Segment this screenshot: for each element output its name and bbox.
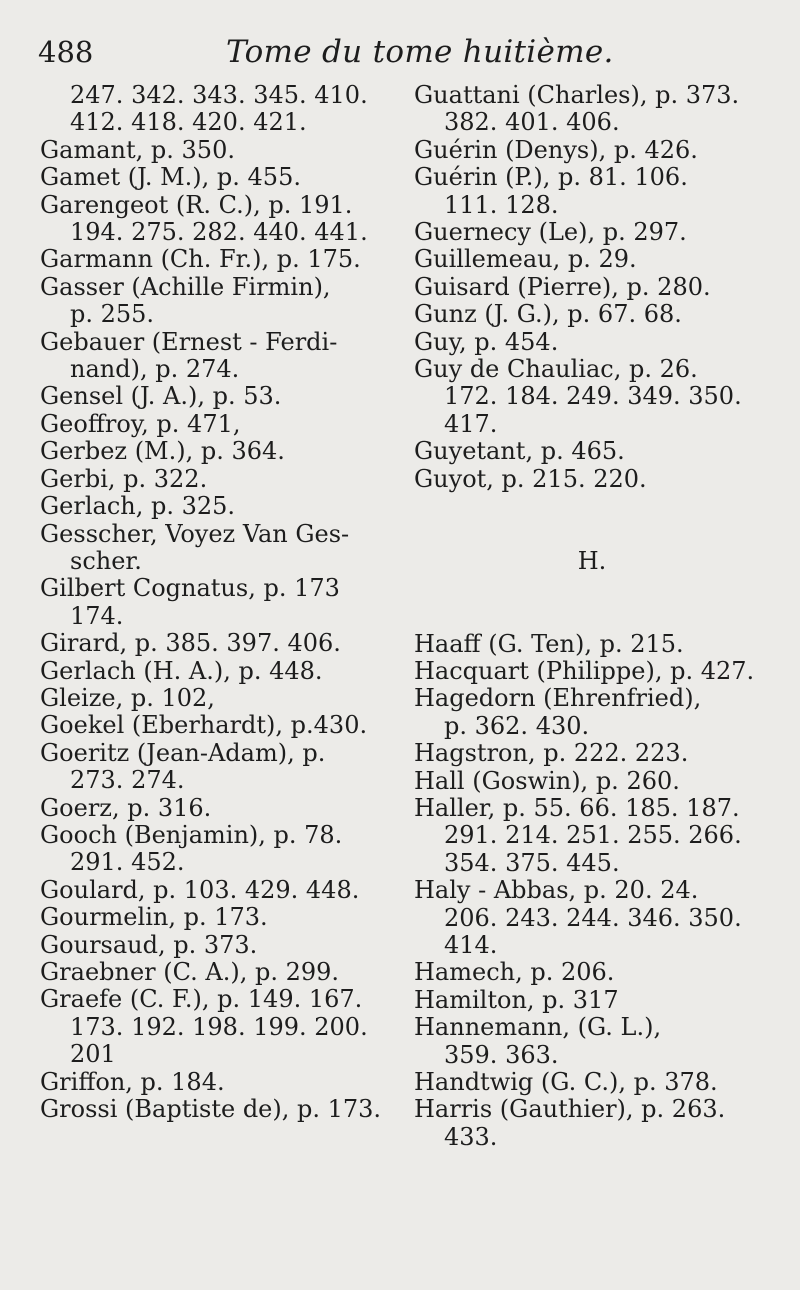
index-entry bbox=[414, 658, 770, 685]
index-entry bbox=[414, 438, 770, 465]
section-heading-h: H. bbox=[577, 547, 607, 576]
entry-line: Guisard (Pierre), p. 280. bbox=[414, 272, 711, 301]
index-entry bbox=[40, 164, 392, 191]
index-entry bbox=[414, 877, 770, 959]
entry-continuation-line: 201 bbox=[70, 1040, 116, 1069]
entry-line: Goekel (Eberhardt), p.430. bbox=[40, 711, 368, 740]
entry-line: Grossi (Baptiste de), p. 173. bbox=[40, 1095, 382, 1124]
index-entry bbox=[40, 383, 392, 410]
entry-line: Hagstron, p. 222. 223. bbox=[414, 739, 689, 768]
entry-line: 247. 342. 343. 345. 410. bbox=[70, 81, 368, 109]
entry-line: Gamet (J. M.), p. 455. bbox=[40, 163, 301, 192]
entry-line: Guattani (Charles), p. 373. bbox=[414, 81, 740, 109]
entry-continuation-line: 206. 243. 244. 346. 350. bbox=[444, 903, 742, 932]
entry-line: Girard, p. 385. 397. 406. bbox=[40, 629, 341, 658]
left-column bbox=[40, 82, 392, 1123]
entry-line: Guyetant, p. 465. bbox=[414, 437, 625, 466]
entry-continuation-line: scher. bbox=[70, 546, 142, 575]
entry-continuation-line: 414. bbox=[444, 930, 498, 959]
index-entry bbox=[40, 82, 392, 137]
index-entry bbox=[40, 246, 392, 273]
right-column-g-entries bbox=[414, 82, 770, 493]
entry-continuation-line: 382. 401. 406. bbox=[444, 108, 620, 137]
entry-continuation-line: 174. bbox=[70, 601, 124, 630]
entry-continuation-line: 273. 274. bbox=[70, 766, 185, 795]
page-header bbox=[38, 32, 770, 76]
entry-line: Goursaud, p. 373. bbox=[40, 930, 258, 959]
entry-continuation-line: 111. 128. bbox=[444, 190, 559, 219]
running-title: Tome du tome huitième. bbox=[226, 34, 614, 70]
right-column bbox=[414, 82, 770, 1151]
index-entry bbox=[40, 959, 392, 986]
index-entry bbox=[40, 740, 392, 795]
index-entry bbox=[414, 685, 770, 740]
entry-line: Gamant, p. 350. bbox=[40, 135, 235, 164]
entry-continuation-line: 173. 192. 198. 199. 200. bbox=[70, 1012, 368, 1041]
entry-line: Griffon, p. 184. bbox=[40, 1067, 225, 1096]
entry-continuation-line: 291. 214. 251. 255. 266. bbox=[444, 821, 742, 850]
entry-line: Hamech, p. 206. bbox=[414, 958, 615, 987]
index-entry bbox=[414, 768, 770, 795]
entry-line: Geoffroy, p. 471, bbox=[40, 409, 241, 438]
entry-line: Graefe (C. F.), p. 149. 167. bbox=[40, 985, 363, 1014]
entry-line: Guérin (P.), p. 81. 106. bbox=[414, 163, 688, 192]
entry-continuation-line: 433. bbox=[444, 1122, 498, 1151]
entry-line: Harris (Gauthier), p. 263. bbox=[414, 1095, 726, 1124]
index-entry bbox=[40, 411, 392, 438]
entry-line: Hannemann, (G. L.), bbox=[414, 1013, 662, 1042]
entry-line: Gilbert Cognatus, p. 173 bbox=[40, 574, 340, 603]
entry-continuation-line: 291. 452. bbox=[70, 848, 185, 877]
entry-line: Gasser (Achille Firmin), bbox=[40, 272, 331, 301]
index-entry bbox=[40, 658, 392, 685]
entry-continuation-line: nand), p. 274. bbox=[70, 355, 240, 384]
entry-line: Handtwig (G. C.), p. 378. bbox=[414, 1068, 718, 1096]
entry-continuation-line: 417. bbox=[444, 409, 498, 438]
index-entry bbox=[40, 630, 392, 657]
index-entry bbox=[40, 438, 392, 465]
index-entry bbox=[40, 877, 392, 904]
entry-line: Guérin (Denys), p. 426. bbox=[414, 135, 698, 164]
index-entry bbox=[414, 631, 770, 658]
index-entry bbox=[40, 466, 392, 493]
index-entry bbox=[414, 246, 770, 273]
entry-line: Haaff (G. Ten), p. 215. bbox=[414, 629, 684, 658]
entry-line: Garengeot (R. C.), p. 191. bbox=[40, 190, 353, 219]
index-entry bbox=[414, 1014, 770, 1069]
index-entry bbox=[414, 82, 770, 137]
entry-line: Guy de Chauliac, p. 26. bbox=[414, 355, 698, 384]
index-entry bbox=[414, 1069, 770, 1096]
index-entry bbox=[414, 795, 770, 877]
index-entry bbox=[40, 493, 392, 520]
index-entry bbox=[414, 356, 770, 438]
index-entry bbox=[40, 521, 392, 576]
entry-line: Gooch (Benjamin), p. 78. bbox=[40, 820, 343, 849]
index-entry bbox=[414, 740, 770, 767]
entry-line: Hacquart (Philippe), p. 427. bbox=[414, 656, 755, 685]
index-entry bbox=[40, 1069, 392, 1096]
index-entry bbox=[414, 329, 770, 356]
entry-line: Hamilton, p. 317 bbox=[414, 985, 619, 1014]
entry-line: Goerz, p. 316. bbox=[40, 793, 212, 822]
index-entry bbox=[414, 466, 770, 493]
entry-line: Gerlach, p. 325. bbox=[40, 492, 236, 521]
index-entry bbox=[414, 164, 770, 219]
entry-line: Guillemeau, p. 29. bbox=[414, 245, 637, 274]
index-entry bbox=[414, 274, 770, 301]
index-entry bbox=[414, 987, 770, 1014]
index-entry bbox=[40, 795, 392, 822]
index-entry bbox=[40, 685, 392, 712]
entry-continuation-line: 172. 184. 249. 349. 350. bbox=[444, 382, 742, 411]
entry-line: Hagedorn (Ehrenfried), bbox=[414, 684, 702, 713]
entry-line: Guy, p. 454. bbox=[414, 327, 559, 356]
entry-line: Gebauer (Ernest - Ferdi- bbox=[40, 327, 338, 356]
entry-continuation-line: p. 255. bbox=[70, 300, 155, 329]
entry-line: Gensel (J. A.), p. 53. bbox=[40, 382, 282, 411]
index-entry bbox=[40, 932, 392, 959]
entry-line: Garmann (Ch. Fr.), p. 175. bbox=[40, 245, 361, 274]
entry-continuation-line: 354. 375. 445. bbox=[444, 848, 620, 877]
entry-line: Gleize, p. 102, bbox=[40, 683, 215, 712]
entry-line: Gerlach (H. A.), p. 448. bbox=[40, 656, 323, 685]
entry-line: Guyot, p. 215. 220. bbox=[414, 464, 647, 493]
entry-line: Goeritz (Jean-Adam), p. bbox=[40, 738, 326, 767]
index-entry bbox=[414, 301, 770, 328]
entry-line: Haly - Abbas, p. 20. 24. bbox=[414, 876, 699, 905]
index-entry bbox=[414, 219, 770, 246]
entry-line: Gesscher, Voyez Van Ges- bbox=[40, 519, 350, 548]
entry-line: Haller, p. 55. 66. 185. 187. bbox=[414, 793, 740, 822]
entry-line: Hall (Goswin), p. 260. bbox=[414, 766, 680, 795]
entry-line: Graebner (C. A.), p. 299. bbox=[40, 958, 340, 986]
right-column-h-entries bbox=[414, 631, 770, 1152]
index-entry bbox=[40, 1096, 392, 1123]
entry-line: Gerbez (M.), p. 364. bbox=[40, 437, 285, 466]
entry-line: Gunz (J. G.), p. 67. 68. bbox=[414, 300, 682, 329]
page-number: 488 bbox=[38, 35, 94, 69]
entry-line: Gerbi, p. 322. bbox=[40, 464, 208, 493]
entry-line: Gourmelin, p. 173. bbox=[40, 903, 268, 932]
index-entry bbox=[40, 192, 392, 247]
index-entry bbox=[414, 137, 770, 164]
index-entry bbox=[40, 986, 392, 1068]
entry-line: Guernecy (Le), p. 297. bbox=[414, 218, 687, 247]
index-entry bbox=[40, 904, 392, 931]
entry-continuation-line: 412. 418. 420. 421. bbox=[70, 108, 307, 137]
index-entry bbox=[414, 1096, 770, 1151]
index-entry bbox=[414, 959, 770, 986]
index-entry bbox=[40, 329, 392, 384]
index-entry bbox=[40, 712, 392, 739]
index-entry bbox=[40, 137, 392, 164]
index-entry bbox=[40, 274, 392, 329]
index-entry bbox=[40, 822, 392, 877]
entry-line: Goulard, p. 103. 429. 448. bbox=[40, 875, 360, 904]
entry-continuation-line: 359. 363. bbox=[444, 1040, 559, 1069]
index-entry bbox=[40, 575, 392, 630]
entry-continuation-line: 194. 275. 282. 440. 441. bbox=[70, 218, 368, 247]
entry-continuation-line: p. 362. 430. bbox=[444, 711, 590, 740]
